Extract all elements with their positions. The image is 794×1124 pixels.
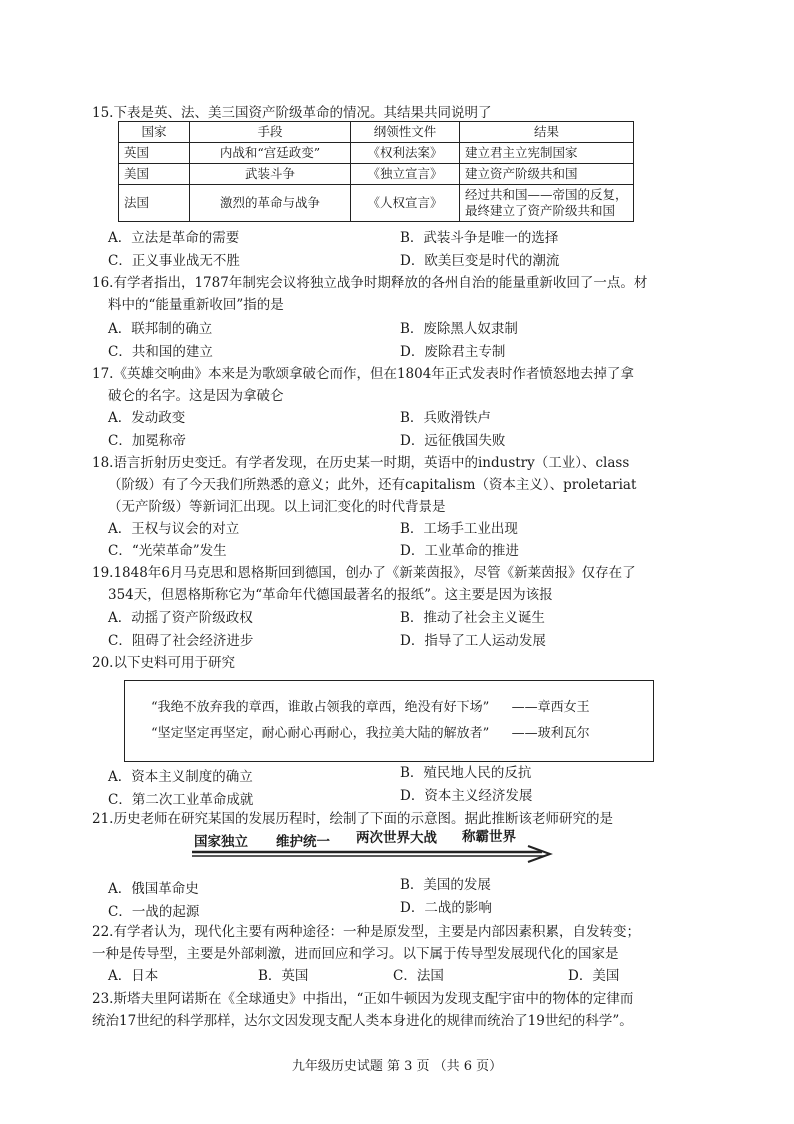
table-header-cell: 纲领性文件 bbox=[351, 122, 460, 143]
q22-stem: 22.有学者认为，现代化主要有两种途径：一种是原发型，主要是内部因素积累，自发转变； bbox=[92, 924, 640, 940]
table-cell bbox=[460, 185, 634, 222]
q16-stem-cont: 料中的“能量重新收回”指的是 bbox=[108, 297, 284, 313]
q17-option-d: D．远征俄国失败 bbox=[400, 433, 506, 449]
table-cell: 建立君主立宪制国家 bbox=[460, 143, 634, 164]
table-cell: 法国 bbox=[119, 185, 190, 222]
q18-option-b: B．工场手工业出现 bbox=[400, 521, 518, 537]
table-cell: 激烈的革命与战争 bbox=[190, 185, 351, 222]
q19-option-d: D．指导了工人运动发展 bbox=[400, 633, 546, 649]
page-footer: 九年级历史试题 第 3 页 （共 6 页） bbox=[291, 1059, 503, 1074]
quote-line bbox=[151, 723, 590, 745]
table-cell-line: 经过共和国——帝国的反复， bbox=[465, 187, 628, 202]
q22-option-d: D．美国 bbox=[568, 968, 620, 984]
q18-stem-cont: （阶级）有了今天我们所熟悉的意义；此外，还有capitalism（资本主义）、proletariat bbox=[108, 477, 637, 493]
table-row bbox=[119, 164, 634, 185]
q15-option-c: C．正义事业战无不胜 bbox=[108, 253, 240, 269]
table-cell: 美国 bbox=[119, 164, 190, 185]
table-cell-line: 最终建立了资产阶级共和国 bbox=[465, 203, 616, 218]
q15-option-b: B．武装斗争是唯一的选择 bbox=[400, 230, 559, 246]
table-header-cell: 手段 bbox=[190, 122, 351, 143]
q21-option-c: C．一战的起源 bbox=[108, 904, 200, 920]
q17-stem-cont: 破仑的名字。这是因为拿破仑 bbox=[108, 388, 284, 404]
q15-table bbox=[118, 121, 634, 222]
q21-timeline-arrow bbox=[190, 830, 560, 864]
q16-option-b: B．废除黑人奴隶制 bbox=[400, 321, 518, 337]
q19-option-a: A．动摇了资产阶级政权 bbox=[108, 610, 253, 626]
q15-stem: 15.下表是英、法、美三国资产阶级革命的情况。其结果共同说明了 bbox=[92, 105, 492, 121]
table-header-row bbox=[119, 122, 634, 143]
table-row bbox=[119, 143, 634, 164]
quote-text: “我绝不放弃我的章西，谁敢占领我的章西，绝没有好下场” bbox=[151, 700, 490, 715]
q20-stem: 20.以下史料可用于研究 bbox=[92, 655, 235, 671]
q23-stem: 23.斯塔夫里阿诺斯在《全球通史》中指出，“正如牛顿因为发现支配宇宙中的物体的定律而 bbox=[92, 991, 634, 1007]
table-cell: 《人权宣言》 bbox=[351, 185, 460, 222]
q20-option-c: C．第二次工业革命成就 bbox=[108, 792, 254, 808]
q18-option-c: C．“光荣革命”发生 bbox=[108, 543, 227, 559]
q20-option-b: B．殖民地人民的反抗 bbox=[400, 765, 532, 781]
quote-text: “坚定坚定再坚定，耐心耐心再耐心，我拉美大陆的解放者” bbox=[151, 726, 490, 741]
q16-stem: 16.有学者指出，1787年制宪会议将独立战争时期释放的各州自治的能量重新收回了一点。材 bbox=[92, 275, 648, 291]
quote-attribution: ——章西女王 bbox=[511, 700, 590, 715]
q18-stem: 18.语言折射历史变迁。有学者发现，在历史某一时期，英语中的industry（工业）、class bbox=[92, 455, 630, 471]
q19-option-c: C．阻碍了社会经济进步 bbox=[108, 633, 254, 649]
q18-stem-cont: （无产阶级）等新词汇出现。以上词汇变化的时代背景是 bbox=[108, 499, 446, 515]
table-row bbox=[119, 185, 634, 222]
q22-stem-cont: 一种是传导型，主要是外部刺激，进而回应和学习。以下属于传导型发展现代化的国家是 bbox=[92, 946, 619, 962]
quote-attribution: ——玻利瓦尔 bbox=[511, 726, 590, 741]
table-cell: 《权利法案》 bbox=[351, 143, 460, 164]
q17-option-a: A．发动政变 bbox=[108, 410, 186, 426]
q17-stem: 17.《英雄交响曲》本来是为歌颂拿破仑而作，但在1804年正式发表时作者愤怒地去掉了拿 bbox=[92, 366, 634, 382]
q17-option-b: B．兵败滑铁卢 bbox=[400, 410, 491, 426]
table-cell: 建立资产阶级共和国 bbox=[460, 164, 634, 185]
q22-option-b: B．英国 bbox=[258, 968, 309, 984]
q20-quote-box bbox=[124, 680, 654, 762]
q16-option-a: A．联邦制的确立 bbox=[108, 321, 213, 337]
timeline-label: 国家独立 bbox=[194, 834, 248, 850]
q21-option-a: A．俄国革命史 bbox=[108, 881, 199, 897]
q18-option-a: A．王权与议会的对立 bbox=[108, 521, 240, 537]
timeline-label: 称霸世界 bbox=[462, 829, 516, 845]
q21-option-d: D．二战的影响 bbox=[400, 900, 492, 916]
q19-stem: 19.1848年6月马克思和恩格斯回到德国，创办了《新莱茵报》，尽管《新莱茵报》仅存在了 bbox=[92, 565, 636, 581]
q20-option-d: D．资本主义经济发展 bbox=[400, 788, 533, 804]
timeline-label: 两次世界大战 bbox=[356, 830, 437, 846]
q22-option-a: A．日本 bbox=[108, 968, 159, 984]
q19-stem-cont: 354天，但恩格斯称它为“革命年代德国最著名的报纸”。这主要是因为该报 bbox=[108, 587, 553, 603]
table-cell: 《独立宣言》 bbox=[351, 164, 460, 185]
q15-option-a: A．立法是革命的需要 bbox=[108, 230, 240, 246]
table-header-cell: 结果 bbox=[460, 122, 634, 143]
q23-stem-cont: 统治17世纪的科学那样，达尔文因发现支配人类本身进化的规律而统治了19世纪的科学”。 bbox=[92, 1013, 633, 1029]
q20-option-a: A．资本主义制度的确立 bbox=[108, 769, 253, 785]
q21-option-b: B．美国的发展 bbox=[400, 877, 491, 893]
quote-line bbox=[151, 697, 590, 719]
table-cell: 武装斗争 bbox=[190, 164, 351, 185]
q18-option-d: D．工业革命的推进 bbox=[400, 543, 519, 559]
table-header-cell: 国家 bbox=[119, 122, 190, 143]
q21-stem: 21.历史老师在研究某国的发展历程时，绘制了下面的示意图。据此推断该老师研究的是 bbox=[92, 811, 613, 827]
q17-option-c: C．加冕称帝 bbox=[108, 433, 186, 449]
q22-option-c: C．法国 bbox=[393, 968, 444, 984]
timeline-label: 维护统一 bbox=[276, 834, 330, 850]
q19-option-b: B．推动了社会主义诞生 bbox=[400, 610, 545, 626]
q16-option-d: D．废除君主专制 bbox=[400, 344, 506, 360]
q16-option-c: C．共和国的建立 bbox=[108, 344, 213, 360]
q15-option-d: D．欧美巨变是时代的潮流 bbox=[400, 253, 560, 269]
table-cell: 内战和“宫廷政变” bbox=[190, 143, 351, 164]
table-cell: 英国 bbox=[119, 143, 190, 164]
